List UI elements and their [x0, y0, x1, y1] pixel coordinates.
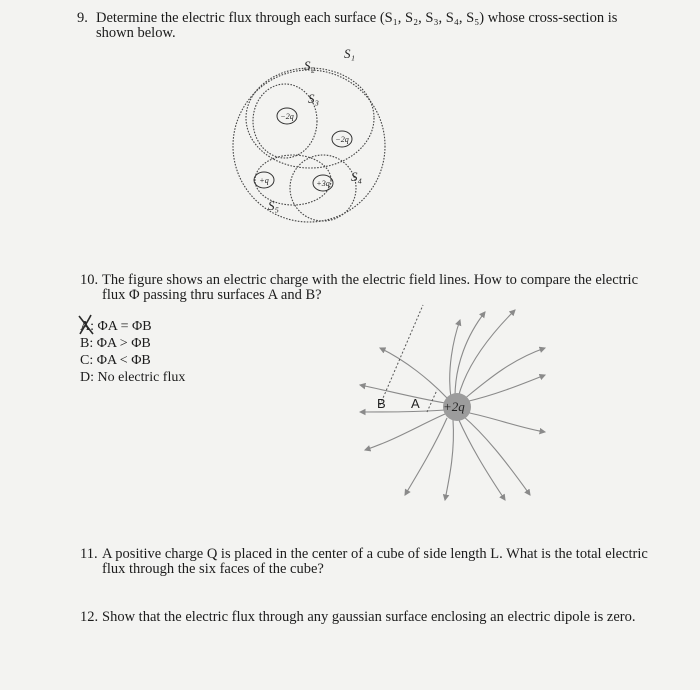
question-12: [80, 609, 680, 629]
question-text-line-1: The figure shows an electric charge with the electric field lines. How to compare the electric: [102, 272, 639, 288]
question-text-line-1: Show that the electric flux through any gaussian surface enclosing an electric dipole is zero.: [102, 609, 636, 625]
option-text: ΦA = ΦB: [97, 319, 152, 334]
surface-s2: [246, 68, 374, 168]
surface-label-s2: S₂: [304, 58, 316, 73]
question-9: [77, 10, 677, 46]
option-text: ΦA < ΦB: [96, 353, 151, 368]
question-number: 11.: [80, 546, 98, 562]
option-label: C:: [80, 353, 94, 368]
gaussian-surfaces-figure: [230, 48, 390, 243]
charge-label: −2q: [280, 112, 294, 121]
surface-label-s4: S₄: [351, 169, 363, 184]
option-b[interactable]: [80, 335, 151, 352]
surface-label-b: B: [377, 396, 386, 411]
question-text-line-1: A positive charge Q is placed in the center of a cube of side length L. What is the total electric: [102, 546, 648, 562]
option-label: B:: [80, 336, 94, 351]
electric-field-figure: [355, 300, 555, 510]
question-text-line-2: flux Φ passing thru surfaces A and B?: [102, 287, 322, 303]
charge-label: −2q: [335, 135, 349, 144]
question-text-line-2: shown below.: [96, 25, 176, 41]
option-d[interactable]: [80, 369, 185, 386]
question-number: 10.: [80, 272, 99, 288]
surface-label-s3: S₃: [308, 91, 320, 106]
option-text: ΦA > ΦB: [96, 336, 151, 351]
surface-label-s5: S₅: [268, 198, 280, 213]
option-text: No electric flux: [97, 370, 186, 385]
surface-label-s1: S₁: [344, 48, 356, 61]
question-number: 9.: [77, 10, 88, 26]
charge-label: +3q: [316, 179, 330, 188]
option-label: A:: [80, 319, 94, 334]
question-text-line-1: Determine the electric flux through each surface (S₁, S₂, S₃, S₄, S₅) whose cross-section is: [96, 10, 618, 26]
surface-s4: [290, 155, 356, 221]
charge-label: +q: [259, 176, 269, 185]
charge-label: +2q: [443, 399, 465, 414]
question-number: 12.: [80, 609, 99, 625]
question-11: [80, 546, 680, 582]
surface-b: [380, 305, 423, 405]
option-label: D:: [80, 370, 94, 385]
option-c[interactable]: [80, 352, 151, 369]
surface-label-a: A: [411, 396, 420, 411]
question-text-line-2: flux through the six faces of the cube?: [102, 561, 324, 577]
